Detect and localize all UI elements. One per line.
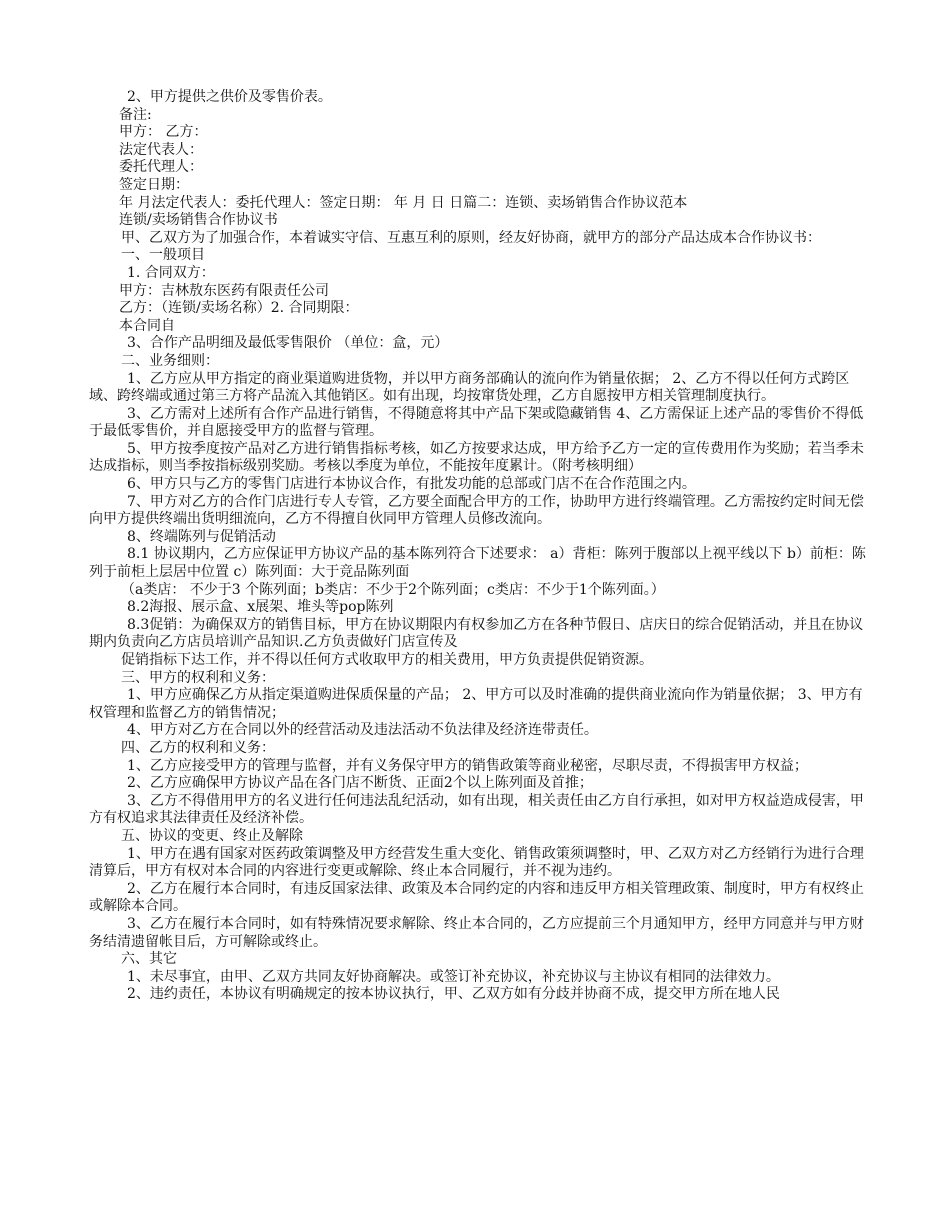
paragraph: 委托代理人： [119, 159, 203, 176]
paragraph: 7、甲方对乙方的合作门店进行专人专管，乙方要全面配合甲方的工作，协助甲方进行终端管理。乙方需按约定时间无偿向甲方提供终端出货明细流向，乙方不得擅自伙同甲方管理人员修改流向。 [89, 493, 864, 528]
paragraph: 3、合作产品明细及最低零售限价 （单位：盒，元） [127, 335, 449, 352]
paragraph: 四、乙方的权利和义务： [121, 739, 275, 756]
paragraph: 6、甲方只与乙方的零售门店进行本协议合作，有批发功能的总部或门店不在合作范围之内。 [127, 476, 696, 493]
paragraph: 六、其它 [121, 951, 177, 968]
paragraph: 1、乙方应接受甲方的管理与监督，并有义务保守甲方的销售政策等商业秘密，尽职尽责，不得损害甲方权益； [127, 757, 808, 774]
paragraph: 8.3促销：为确保双方的销售目标，甲方在协议期限内有权参加乙方在各种节假日、店庆日的综合促销活动，并且在协议期内负责向乙方店员培训产品知识.乙方负责做好门店宣传及 [89, 616, 864, 651]
paragraph: 4、甲方对乙方在合同以外的经营活动及违法活动不负法律及经济连带责任。 [127, 722, 598, 739]
paragraph: 2、乙方在履行本合同时，有违反国家法律、政策及本合同约定的内容和违反甲方相关管理政策、制度时，甲方有权终止或解除本合同。 [89, 880, 864, 915]
paragraph: 甲方：吉林敖东医药有限责任公司 [119, 282, 329, 299]
paragraph: 8、终端陈列与促销活动 [127, 528, 276, 545]
paragraph: （a类店： 不少于3 个陈列面；b类店：不少于2个陈列面；c类店：不少于1个陈列面。） [121, 581, 665, 598]
document-body [89, 89, 867, 1004]
paragraph: 1、甲方在遇有国家对医药政策调整及甲方经营发生重大变化、销售政策须调整时，甲、乙双方对乙方经销行为进行合理清算后，甲方有权对本合同的内容进行变更或解除、终止本合同履行，并不视为违约。 [89, 845, 864, 880]
paragraph: 1、未尽事宜，由甲、乙双方共同友好协商解决。或签订补充协议，补充协议与主协议有相同的法律效力。 [127, 968, 780, 985]
paragraph: 8.2海报、展示盒、x展架、堆头等pop陈列 [127, 599, 394, 616]
paragraph: 备注: [119, 106, 152, 123]
paragraph: 1. 合同双方： [127, 264, 215, 281]
paragraph: 2、甲方提供之供价及零售价表。 [127, 89, 332, 105]
paragraph: 三、甲方的权利和义务： [121, 669, 275, 686]
paragraph: 2、违约责任，本协议有明确规定的按本协议执行，甲、乙双方如有分歧并协商不成，提交甲方所在地人民 [127, 986, 780, 1003]
paragraph: 1、甲方应确保乙方从指定渠道购进保质保量的产品； 2、甲方可以及时准确的提供商业流向作为销量依据； 3、甲方有权管理和监督乙方的销售情况； [89, 687, 863, 721]
paragraph: 促销指标下达工作，并不得以任何方式收取甲方的相关费用，甲方负责提供促销资源。 [121, 652, 653, 668]
paragraph: 五、协议的变更、终止及解除 [121, 827, 303, 844]
paragraph: 3、乙方不得借用甲方的名义进行任何违法乱纪活动，如有出现，相关责任由乙方自行承担，如对甲方权益造成侵害，甲方有权追求其法律责任及经济补偿。 [89, 792, 864, 827]
paragraph: 8.1 协议期内，乙方应保证甲方协议产品的基本陈列符合下述要求： a）背柜：陈列于腹部以上视平线以下 b）前柜：陈列于前柜上层居中位置 c）陈列面：大于竞品陈列面 [89, 546, 866, 581]
paragraph: 本合同自 [119, 317, 175, 334]
paragraph: 甲方： 乙方： [119, 124, 208, 141]
paragraph: 5、甲方按季度按产品对乙方进行销售指标考核，如乙方按要求达成，甲方给予乙方一定的宣传费用作为奖励；若当季未达成指标，则当季按指标级别奖励。考核以季度为单位，不能按年度累计。（附考核明细） [89, 440, 864, 475]
paragraph: 法定代表人： [119, 141, 203, 158]
paragraph: 签定日期： [119, 176, 189, 193]
paragraph: 连锁/卖场销售合作协议书 [119, 212, 278, 229]
paragraph: 2、乙方应确保甲方协议产品在各门店不断货、正面2个以上陈列面及首推； [127, 775, 593, 792]
paragraph: 二、业务细则： [121, 352, 219, 369]
paragraph: 3、乙方在履行本合同时，如有特殊情况要求解除、终止本合同的，乙方应提前三个月通知甲方，经甲方同意并与甲方财务结清遗留帐目后，方可解除或终止。 [89, 915, 864, 950]
paragraph: 甲、乙双方为了加强合作，本着诚实守信、互惠互利的原则，经友好协商，就甲方的部分产品达成本合作协议书： [121, 229, 821, 246]
paragraph: 3、乙方需对上述所有合作产品进行销售，不得随意将其中产品下架或隐藏销售 4、乙方需保证上述产品的零售价不得低于最低零售价，并自愿接受甲方的监督与管理。 [89, 405, 864, 440]
paragraph: 一、一般项目 [121, 247, 205, 264]
paragraph: 乙方：（连锁/卖场名称）2. 合同期限： [119, 300, 359, 317]
paragraph: 年 月法定代表人：委托代理人：签定日期： 年 月 日 日篇二：连锁、卖场销售合作协议范本 [119, 194, 688, 211]
paragraph: 1、乙方应从甲方指定的商业渠道购进货物，并以甲方商务部确认的流向作为销量依据； 2、乙方不得以任何方式跨区域、跨终端或通过第三方将产品流入其他销区。如有出现，均按窜货处理，乙方自愿按甲方相关管理制度执行。 [89, 370, 850, 405]
